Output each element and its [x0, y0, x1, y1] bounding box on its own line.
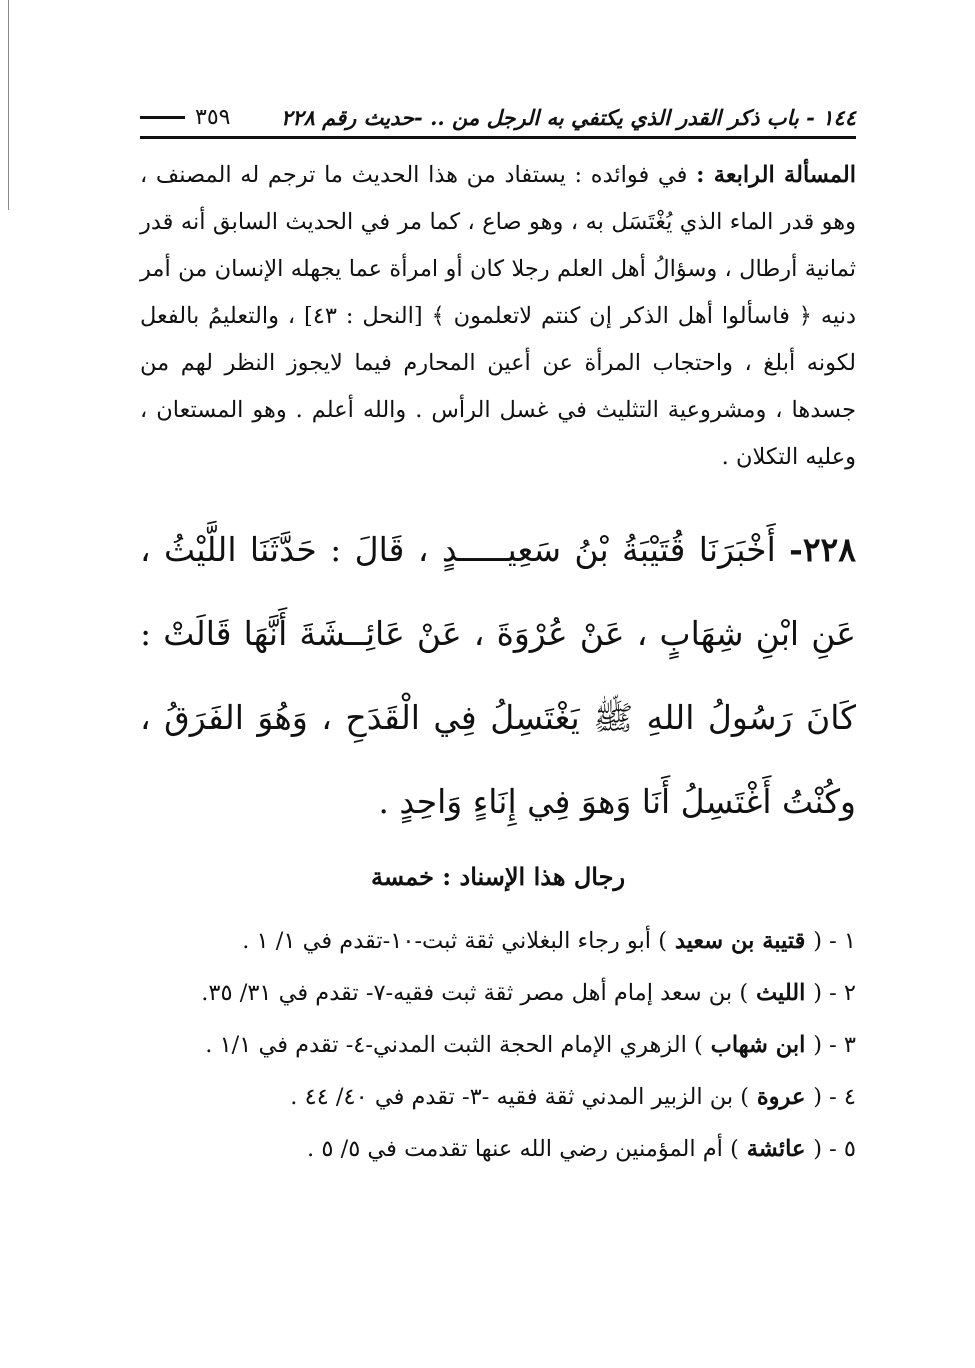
fawaid-lead: المسألة الرابعة :	[696, 162, 857, 188]
fawaid-text: في فوائده : يستفاد من هذا الحديث ما ترجم له المصنف ، وهو قدر الماء الذي يُغْتَسَل به ، وهو صاع ، كما مر في الحديث السابق أنه قدر ثمانية أرطال ، وسؤالُ أهل العلم رجلا كان أو امرأة عما يجهله الإنسان من أمر دنيه ﴿ فاسألوا أهل الذكر إن كنتم لاتعلمون ﴾ [النحل : ٤٣] ، والتعليمُ بالفعل لكونه أبلغ ، واحتجاب المرأة عن أعين المحارم فيما لايجوز النظر لهم من جسدها ، ومشروعية التثليث في غسل الرأس . والله أعلم . وهو المستعان ، وعليه التكلان .	[140, 162, 856, 470]
narrator-details: ) بن الزبير المدني ثقة فقيه -٣- تقدم في ٤٠/ ٤٤ .	[290, 1084, 750, 1110]
hadith-text-block	[140, 508, 856, 844]
narrator-item	[140, 970, 856, 1016]
scan-edge-line	[8, 0, 9, 210]
narrator-prefix: ٢ - (	[813, 980, 856, 1006]
hadith-text: أَخْبَرَنَا قُتَيْبَةُ بْنُ سَعِيـــــدٍ ، قَالَ : حَدَّثَنَا اللَّيْثُ ، عَنِ ابْنِ شِهَابٍ ، عَنْ عُرْوَةَ ، عَنْ عَائِــشَةَ أَنَّهَا قَالَتْ : كَانَ رَسُولُ اللهِ ﷺ يَغْتَسِلُ فِي الْقَدَحِ ، وَهُوَ الفَرَقُ ، وكُنْتُ أَغْتَسِلُ أَنَا وَهوَ فِي إِنَاءٍ وَاحِدٍ .	[140, 530, 856, 821]
header-title: ١٤٤ - باب ذكر القدر الذي يكتفي به الرجل من .. -حديث رقم ٢٢٨	[280, 105, 856, 130]
narrator-details: ) أبو رجاء البغلاني ثقة ثبت-١٠-تقدم في ١/ ١ .	[242, 928, 667, 954]
narrator-prefix: ٤ - (	[813, 1084, 856, 1110]
fawaid-paragraph	[140, 152, 856, 481]
running-header	[140, 92, 856, 130]
narrator-item	[140, 1022, 856, 1068]
narrator-item	[140, 1074, 856, 1120]
narrators-section-title: رجال هذا الإسناد : خمسة	[370, 862, 626, 891]
page-number: ٣٥٩	[195, 105, 231, 130]
header-rule	[140, 136, 856, 139]
narrator-item	[140, 1126, 856, 1172]
narrator-name: الليث	[748, 980, 814, 1006]
narrator-name: عروة	[749, 1084, 814, 1110]
narrator-details: ) الزهري الإمام الحجة الثبت المدني-٤- تقدم في ١/١ .	[205, 1032, 703, 1058]
narrator-prefix: ٥ - (	[813, 1136, 856, 1162]
narrator-details: ) أم المؤمنين رضي الله عنها تقدمت في ٥/ ٥ .	[307, 1136, 739, 1162]
narrator-name: ابن شهاب	[702, 1032, 814, 1058]
narrators-list	[140, 918, 856, 1178]
narrator-item	[140, 918, 856, 964]
page-number-dash	[140, 116, 185, 119]
narrator-prefix: ١ - (	[813, 928, 856, 954]
narrator-name: عائشة	[738, 1136, 814, 1162]
narrator-details: ) بن سعد إمام أهل مصر ثقة ثبت فقيه-٧- تقدم في ٣١/ ٣٥.	[201, 980, 749, 1006]
narrator-prefix: ٣ - (	[813, 1032, 856, 1058]
hadith-number: ٢٢٨-	[789, 530, 856, 569]
header-page-number	[140, 105, 230, 130]
narrator-name: قتيبة بن سعيد	[667, 928, 814, 954]
